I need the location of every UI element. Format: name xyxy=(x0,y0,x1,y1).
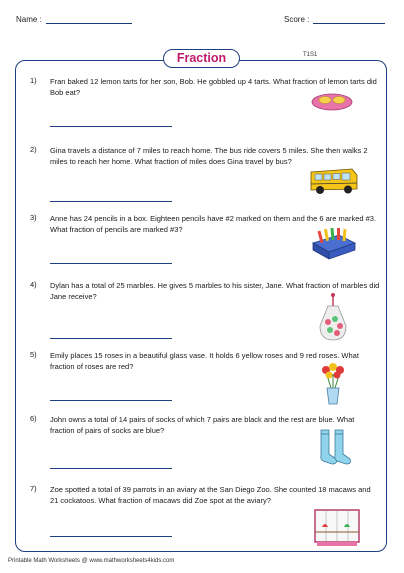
question-5 xyxy=(24,350,384,414)
worksheet-code: T1S1 xyxy=(303,52,318,58)
name-field xyxy=(16,14,132,24)
question-number: 6) xyxy=(30,414,37,423)
question-2 xyxy=(24,145,384,209)
answer-line xyxy=(50,536,172,537)
lemon-tarts-icon xyxy=(310,90,354,112)
question-3 xyxy=(24,213,384,277)
question-number: 3) xyxy=(30,213,37,222)
score-line xyxy=(313,14,385,24)
question-text: Anne has 24 pencils in a box. Eighteen pencils have #2 marked on them and the 6 are marked #3. What fraction of pencils are marked #3? xyxy=(50,214,377,234)
score-field xyxy=(284,14,385,24)
worksheet-title: Fraction xyxy=(163,49,240,68)
question-number: 5) xyxy=(30,350,37,359)
answer-line xyxy=(50,263,172,264)
question-number: 2) xyxy=(30,145,37,154)
question-text: Gina travels a distance of 7 miles to reach home. The bus ride covers 5 miles. She then walks 2 miles to reach her home. What fraction of miles does Gina travel by bus? xyxy=(50,146,368,166)
question-number: 4) xyxy=(30,280,37,289)
question-number: 1) xyxy=(30,76,37,85)
answer-line xyxy=(50,468,172,469)
rose-vase-icon xyxy=(316,360,350,406)
question-4 xyxy=(24,280,384,344)
aviary-icon xyxy=(313,508,361,548)
socks-icon xyxy=(316,428,352,468)
question-1 xyxy=(24,76,384,140)
question-7 xyxy=(24,484,384,548)
question-6 xyxy=(24,414,384,478)
question-text: John owns a total of 14 pairs of socks of which 7 pairs are black and the rest are blue. What fraction of pairs of socks are blue? xyxy=(50,415,355,435)
question-text: Fran baked 12 lemon tarts for her son, Bob. He gobbled up 4 tarts. What fraction of lemon tarts did Bob eat? xyxy=(50,77,377,97)
answer-line xyxy=(50,338,172,339)
question-text: Zoe spotted a total of 39 parrots in an aviary at the San Diego Zoo. She counted 18 macaws and 21 cockatoos. What fraction of macaws did Zoe spot at the aviary? xyxy=(50,485,371,505)
name-line xyxy=(46,14,132,24)
question-number: 7) xyxy=(30,484,37,493)
answer-line xyxy=(50,201,172,202)
marble-bag-icon xyxy=(316,292,350,344)
footer-credit: Printable Math Worksheets @ www.mathworksheets4kids.com xyxy=(8,558,175,564)
answer-line xyxy=(50,400,172,401)
answer-line xyxy=(50,126,172,127)
score-label: Score : xyxy=(284,15,310,24)
question-text: Dylan has a total of 25 marbles. He gives 5 marbles to his sister, Jane. What fraction of marbles did Jane receive? xyxy=(50,281,380,301)
question-text: Emily places 15 roses in a beautiful glass vase. It holds 6 yellow roses and 9 red roses. What fraction of roses are red? xyxy=(50,351,359,371)
school-bus-icon xyxy=(308,165,360,197)
name-label: Name : xyxy=(16,15,42,24)
pencil-box-icon xyxy=(309,225,359,261)
